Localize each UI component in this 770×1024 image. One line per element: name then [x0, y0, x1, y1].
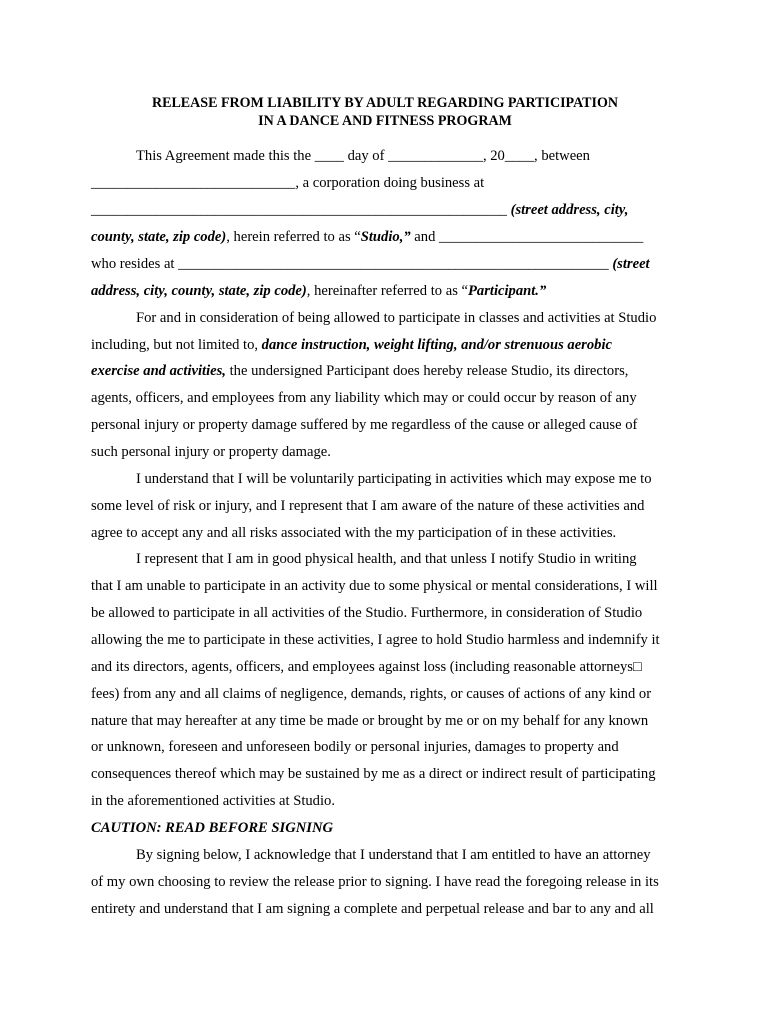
- paragraph-line: I represent that I am in good physical health, and that unless I notify Studio in writing: [136, 551, 637, 567]
- paragraph-line: agree to accept any and all risks associated with the my participation of in these activities.: [91, 525, 617, 541]
- paragraph-line: and its directors, agents, officers, and employees against loss (including reasonable attorneys□: [91, 659, 642, 675]
- paragraph-line: some level of risk or injury, and I represent that I am aware of the nature of these activities and: [91, 498, 645, 514]
- participant-address-line: [91, 255, 650, 273]
- caution-heading: CAUTION: READ BEFORE SIGNING: [91, 820, 334, 836]
- document-title-line-1: RELEASE FROM LIABILITY BY ADULT REGARDING PARTICIPATION: [151, 95, 619, 111]
- paragraph-line: in the aforementioned activities at Studio.: [91, 793, 335, 809]
- corporation-line: ____________________________, a corporation doing business at: [91, 175, 485, 191]
- text-run: county, state, zip code): [91, 229, 227, 245]
- paragraph-line: allowing the me to participate in these activities, I agree to hold Studio harmless and indemnify it: [91, 632, 660, 648]
- paragraph-line: [91, 362, 628, 380]
- paragraph-line: that I am unable to participate in an activity due to some physical or mental considerations, I will: [91, 578, 658, 594]
- paragraph-line: By signing below, I acknowledge that I understand that I am entitled to have an attorney: [136, 847, 651, 863]
- text-run: Studio,”: [360, 229, 411, 245]
- agreement-date-line: This Agreement made this the ____ day of _____________, 20____, between: [136, 148, 590, 164]
- text-run: dance instruction, weight lifting, and/or strenuous aerobic: [261, 337, 612, 353]
- paragraph-line: nature that may hereafter at any time be made or brought by me or on my behalf for any known: [91, 713, 649, 729]
- paragraph-line: [91, 336, 612, 354]
- text-run: _________________________________________________________: [91, 202, 511, 218]
- paragraph-line: For and in consideration of being allowed to participate in classes and activities at Studio: [136, 310, 657, 326]
- text-run: (street: [612, 256, 650, 272]
- paragraph-line: such personal injury or property damage.: [91, 444, 331, 460]
- text-run: , herein referred to as “: [226, 229, 361, 245]
- document-title-line-2: IN A DANCE AND FITNESS PROGRAM: [258, 113, 512, 129]
- studio-address-line: [91, 201, 628, 219]
- paragraph-line: I understand that I will be voluntarily participating in activities which may expose me to: [136, 471, 652, 487]
- paragraph-line: consequences thereof which may be sustained by me as a direct or indirect result of participating: [91, 766, 656, 782]
- text-run: and ____________________________: [410, 229, 644, 245]
- paragraph-line: agents, officers, and employees from any liability which may or could occur by reason of any: [91, 390, 637, 406]
- text-run: Participant.”: [468, 283, 547, 299]
- paragraph-line: of my own choosing to review the release prior to signing. I have read the foregoing release in its: [91, 874, 659, 890]
- participant-definition-line: [91, 282, 546, 300]
- paragraph-line: fees) from any and all claims of negligence, demands, rights, or causes of actions of any kind or: [91, 686, 652, 702]
- studio-definition-line: [91, 228, 643, 246]
- text-run: including, but not limited to,: [91, 337, 262, 353]
- text-run: address, city, county, state, zip code): [91, 283, 307, 299]
- text-run: the undersigned Participant does hereby release Studio, its directors,: [225, 363, 629, 379]
- paragraph-line: or unknown, foreseen and unforeseen bodily or personal injuries, damages to property and: [91, 739, 619, 755]
- text-run: , hereinafter referred to as “: [306, 283, 469, 299]
- text-run: (street address, city,: [510, 202, 629, 218]
- text-run: exercise and activities,: [91, 363, 226, 379]
- text-run: who resides at ___________________________________________________________: [91, 256, 613, 272]
- paragraph-line: entirety and understand that I am signing a complete and perpetual release and bar to any and all: [91, 901, 654, 917]
- paragraph-line: personal injury or property damage suffered by me regardless of the cause or alleged cause of: [91, 417, 638, 433]
- paragraph-line: be allowed to participate in all activities of the Studio. Furthermore, in consideration of Studio: [91, 605, 643, 621]
